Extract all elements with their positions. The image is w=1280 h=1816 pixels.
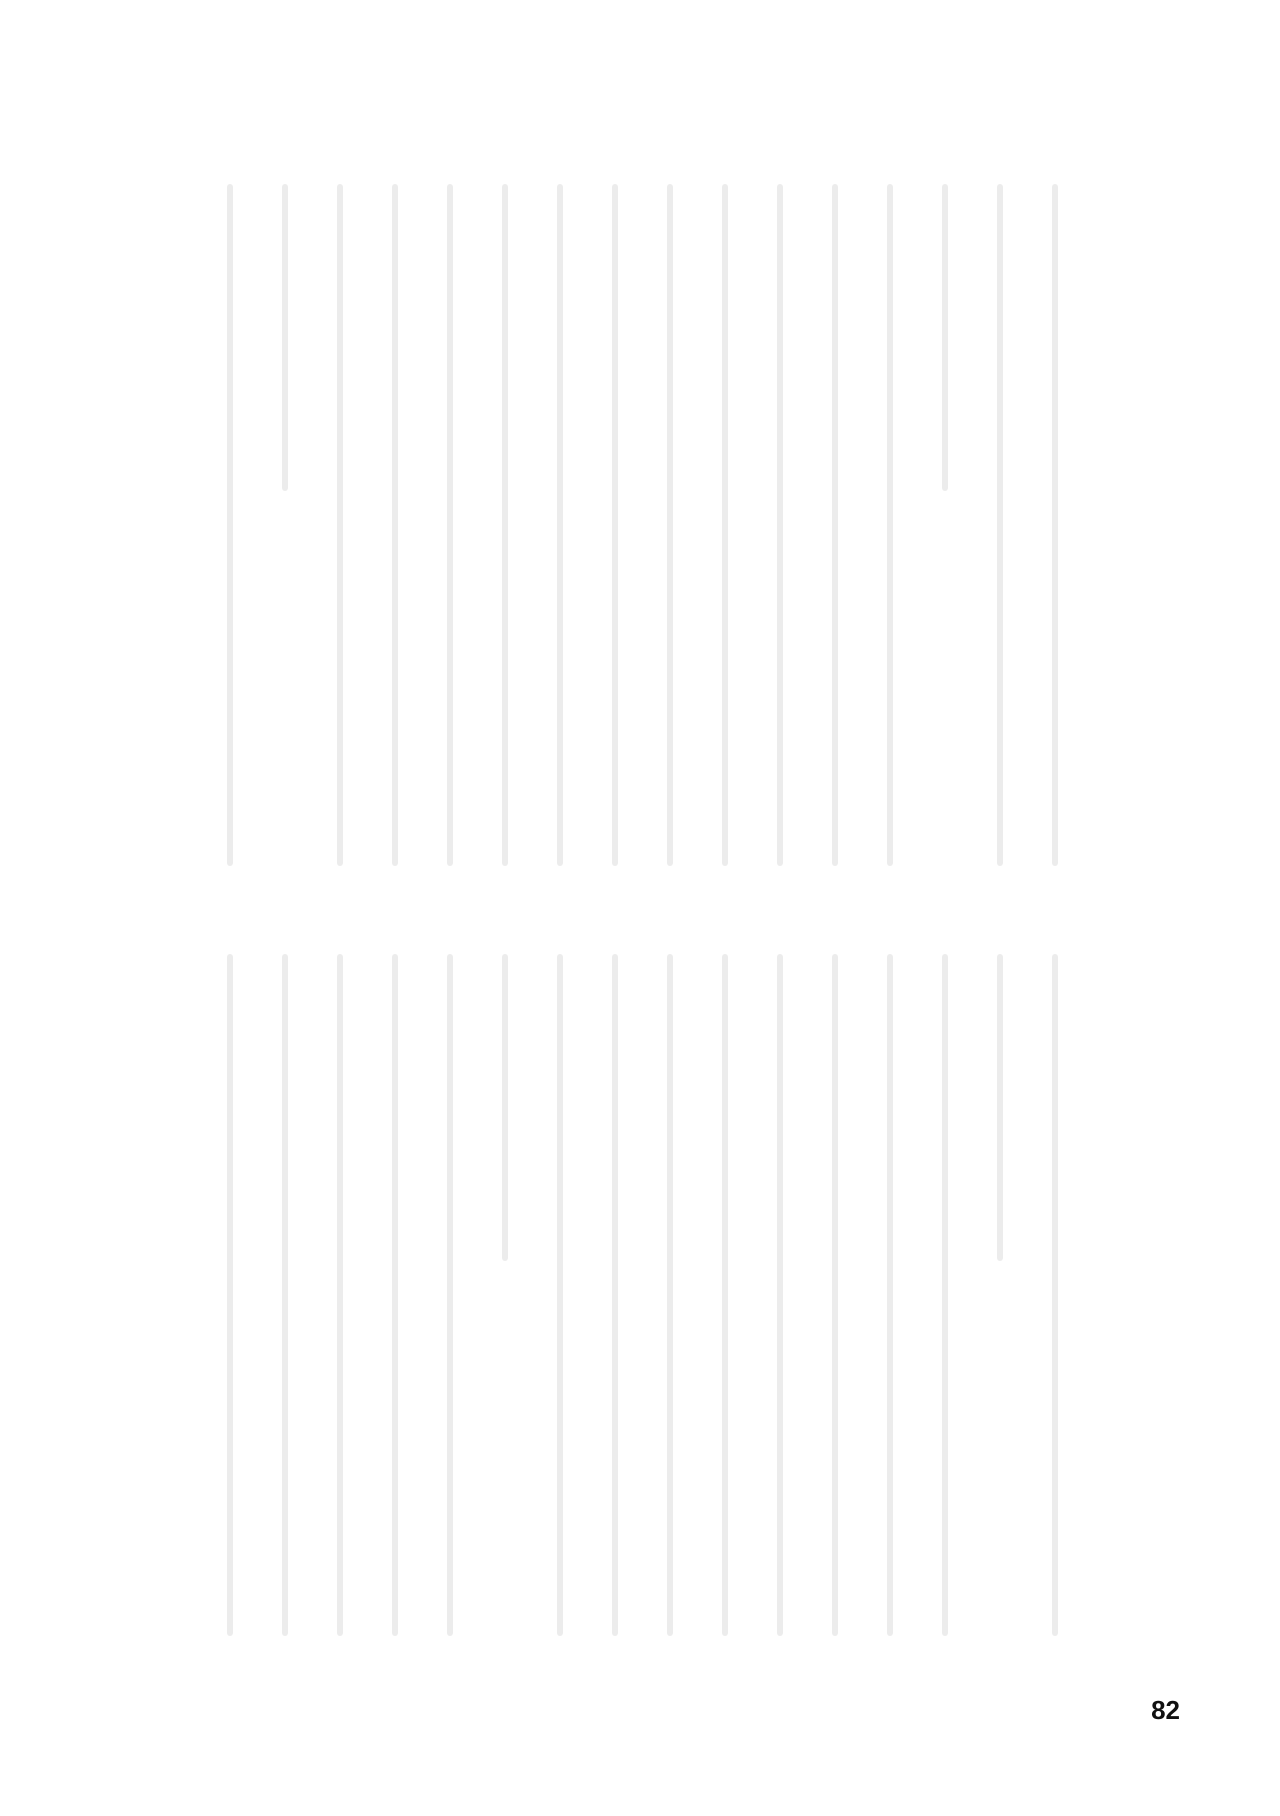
lower-text-block [190, 950, 1080, 1640]
text-column [1030, 180, 1080, 870]
text-column [810, 950, 860, 1640]
text-column [755, 180, 805, 870]
text-column [810, 180, 860, 870]
text-column [535, 950, 585, 1640]
text-column [260, 950, 310, 1640]
text-column [370, 950, 420, 1640]
text-column [205, 950, 255, 1640]
text-column [755, 950, 805, 1640]
text-column [700, 180, 750, 870]
text-column [370, 180, 420, 870]
text-column [590, 950, 640, 1640]
text-column [480, 950, 530, 1640]
text-column [260, 180, 310, 870]
text-column [975, 950, 1025, 1640]
text-column [1030, 950, 1080, 1640]
text-column [920, 180, 970, 870]
text-column [535, 180, 585, 870]
text-column [645, 180, 695, 870]
text-column [865, 180, 915, 870]
text-column [480, 180, 530, 870]
text-column [920, 950, 970, 1640]
page-number: 82 [1151, 1695, 1180, 1725]
text-column [975, 180, 1025, 870]
upper-text-block [190, 180, 1080, 870]
text-column [315, 950, 365, 1640]
text-column [700, 950, 750, 1640]
text-column [315, 180, 365, 870]
text-column [645, 950, 695, 1640]
text-column [425, 950, 475, 1640]
text-column [590, 180, 640, 870]
text-column [865, 950, 915, 1640]
text-column [205, 180, 255, 870]
text-column [425, 180, 475, 870]
